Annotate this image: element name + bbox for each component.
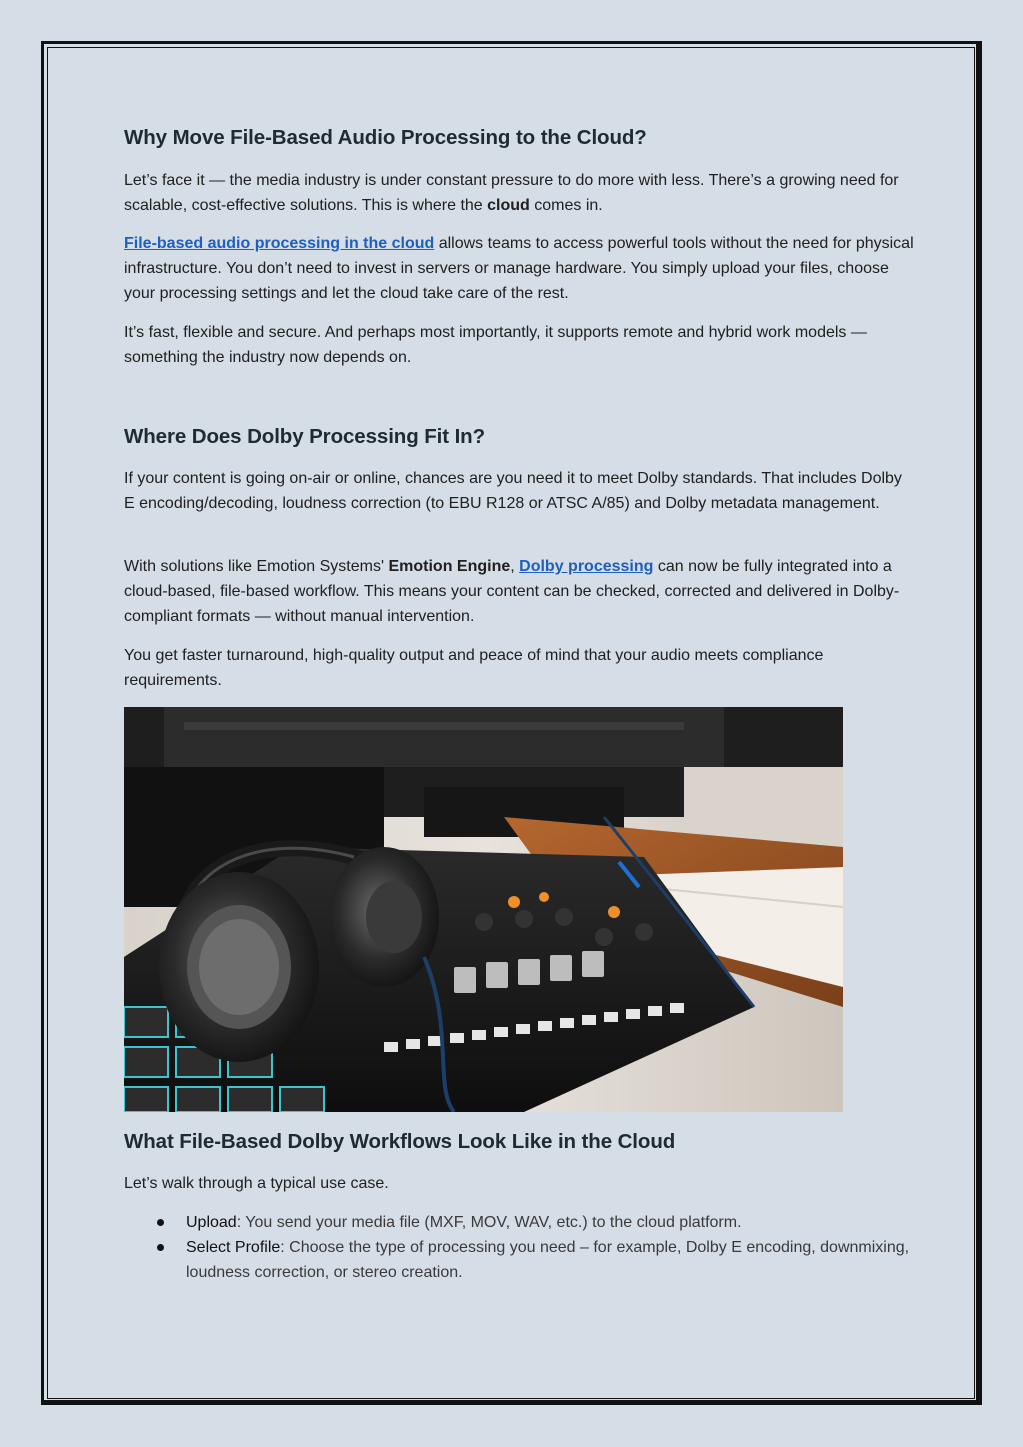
list-item [124,1210,914,1235]
paragraph-industry-pressure: Let’s face it — the media industry is under constant pressure to do more with less. There’s a growing need for scalable, cost-effective solutions. This is where the cloud comes in. [124,172,899,214]
step-term: Select Profile [186,1239,281,1256]
step-description: : You send your media file (MXF, MOV, WAV, etc.) to the cloud platform. [236,1214,742,1231]
bullet-icon [157,1219,164,1226]
paragraph-faster-turnaround: You get faster turnaround, high-quality output and peace of mind that your audio meets compliance requirements. [124,647,824,689]
paragraph-fast-flexible: It’s fast, flexible and secure. And perhaps most importantly, it supports remote and hybrid work models — something the industry now depends on. [124,324,867,366]
step-term: Upload [186,1214,237,1231]
step-description: : Choose the type of processing you need – for example, Dolby E encoding, downmixing, loudness correction, or stereo creation. [186,1239,910,1281]
headphones-mixer-photo [124,707,843,1112]
section-heading-workflows: What File-Based Dolby Workflows Look Like in the Cloud [124,1130,676,1153]
section-heading-dolby: Where Does Dolby Processing Fit In? [124,425,486,448]
page-border-shadow-right [976,41,981,1405]
paragraph-cloud-processing: File-based audio processing in the cloud allows teams to access powerful tools without the need for physical infrastructure. You don’t need to invest in servers or manage hardware. You simply upload your files, choose your processing settings and let the cloud take care of the rest. [124,235,914,302]
paragraph-emotion-engine: With solutions like Emotion Systems' Emotion Engine, Dolby processing can now be fully integrated into a cloud-based, file-based workflow. This means your content can be checked, corrected and delivered in Dolby-compliant formats — without manual intervention. [124,558,900,625]
cloud-emphasis: cloud [487,197,530,214]
paragraph-use-case-intro: Let’s walk through a typical use case. [124,1175,389,1192]
workflow-steps-list [124,1210,914,1285]
bullet-icon [157,1244,164,1251]
paragraph-dolby-standards: If your content is going on-air or online, chances are you need it to meet Dolby standards. That includes Dolby E encoding/decoding, loudness correction (to EBU R128 or ATSC A/85) and Dolby metadata management. [124,470,902,512]
emotion-engine-emphasis: Emotion Engine [388,558,511,575]
link-dolby-processing[interactable]: Dolby processing [519,558,654,575]
section-heading-cloud: Why Move File-Based Audio Processing to the Cloud? [124,126,647,149]
link-file-based-audio-processing[interactable]: File-based audio processing in the cloud [124,235,435,252]
page-border-shadow-bottom [41,1400,981,1405]
list-item [124,1235,914,1285]
